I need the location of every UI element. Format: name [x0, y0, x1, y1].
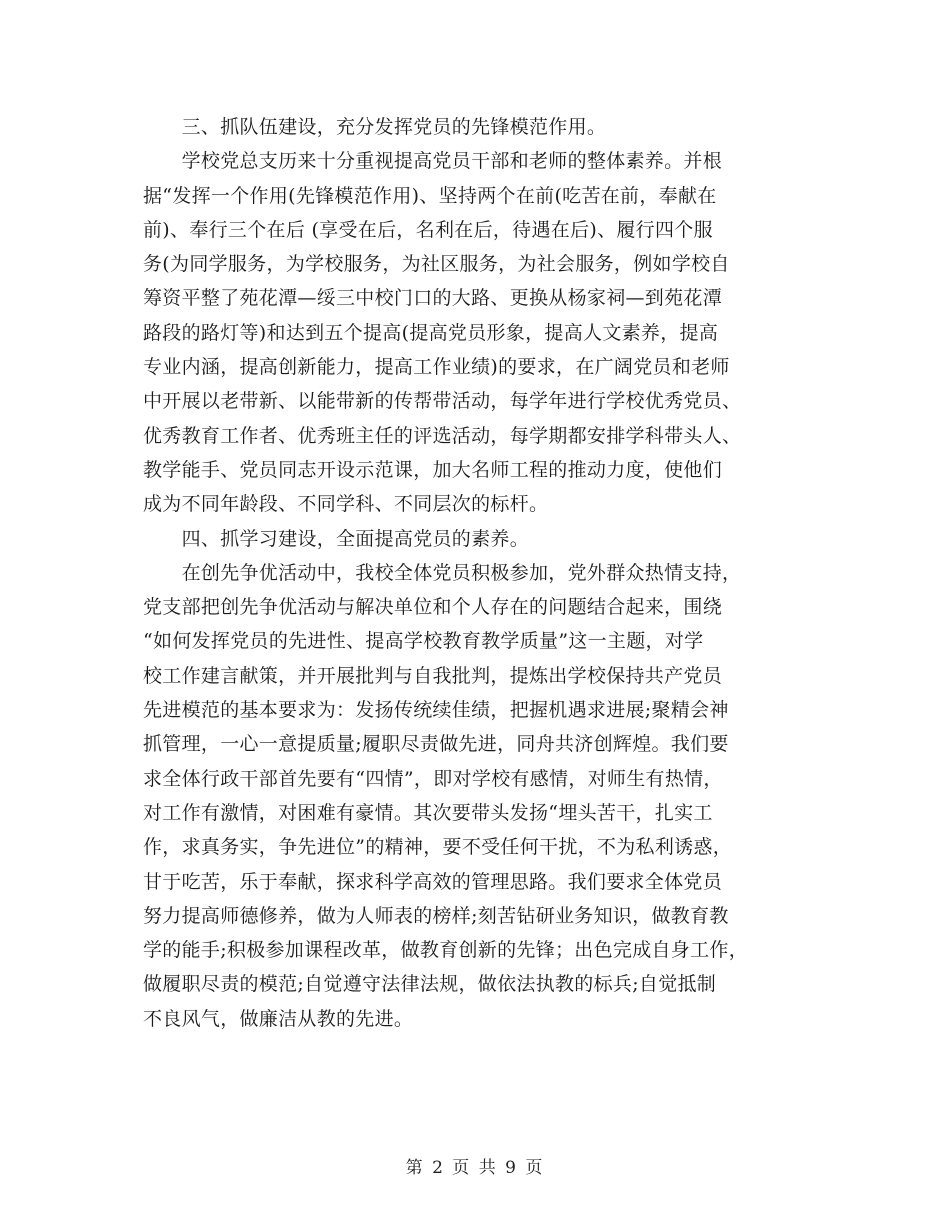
text-line: 不良风气，做廉洁从教的先进。 [143, 1007, 414, 1030]
text-line: 成为不同年龄段、不同学科、不同层次的标杆。 [143, 493, 549, 516]
text-line: 校工作建言献策，并开展批判与自我批判，提炼出学校保持共产党员 [143, 664, 723, 687]
text-line: 学校党总支历来十分重视提高党员干部和老师的整体素养。并根 [143, 150, 723, 173]
text-line: 作，求真务实，争先进位”的精神，要不受任何干扰，不为私利诱惑， [143, 836, 733, 859]
text-line: 中开展以老带新、以能带新的传帮带活动，每学年进行学校优秀党员、 [143, 390, 742, 413]
text-line: 教学能手、党员同志开设示范课，加大名师工程的推动力度，使他们 [143, 458, 723, 481]
text-line: “如何发挥党员的先进性、提高学校教育教学质量”这一主题，对学 [143, 630, 704, 653]
document-body [143, 110, 813, 1036]
text-line: 三、抓队伍建设，充分发挥党员的先锋模范作用。 [143, 116, 607, 138]
text-line: 甘于吃苦，乐于奉献，探求科学高效的管理思路。我们要求全体党员 [143, 870, 723, 893]
text-line: 优秀教育工作者、优秀班主任的评选活动，每学期都安排学科带头人、 [143, 424, 742, 447]
text-line: 求全体行政干部首先要有“四情”，即对学校有感情，对师生有热情， [143, 767, 723, 790]
text-line: 努力提高师德修养，做为人师表的榜样;刻苦钻研业务知识，做教育教 [143, 904, 729, 927]
text-line: 前)、奉行三个在后 (享受在后，名利在后，待遇在后)、履行四个服 [143, 218, 713, 241]
text-line: 筹资平整了苑花潭—绥三中校门口的大路、更换从杨家祠—到苑花潭 [143, 287, 723, 310]
text-line: 务(为同学服务，为学校服务，为社区服务，为社会服务，例如学校自 [143, 253, 730, 276]
text-line: 四、抓学习建设，全面提高党员的素养。 [143, 527, 530, 550]
text-line: 学的能手;积极参加课程改革，做教育创新的先锋；出色完成自身工作， [143, 939, 749, 962]
text-line: 对工作有激情，对困难有豪情。其次要带头发扬“埋头苦干，扎实工 [143, 801, 713, 824]
text-line: 在创先争优活动中，我校全体党员积极参加，党外群众热情支持， [143, 561, 742, 584]
text-line: 做履职尽责的模范;自觉遵守法律法规，做依法执教的标兵;自觉抵制 [143, 973, 717, 996]
page-number-footer: 第 2 页 共 9 页 [405, 1158, 545, 1178]
text-line: 党支部把创先争优活动与解决单位和个人存在的问题结合起来，围绕 [143, 596, 723, 619]
text-line: 抓管理，一心一意提质量;履职尽责做先进，同舟共济创辉煌。我们要 [143, 733, 729, 756]
text-line: 路段的路灯等)和达到五个提高(提高党员形象，提高人文素养，提高 [143, 321, 719, 344]
text-line: 先进模范的基本要求为：发扬传统续佳绩，把握机遇求进展;聚精会神 [143, 699, 729, 722]
text-line: 据“发挥一个作用(先锋模范作用)、坚持两个在前(吃苦在前，奉献在 [143, 184, 717, 207]
text-line: 专业内涵，提高创新能力，提高工作业绩)的要求，在广阔党员和老师 [143, 356, 730, 379]
